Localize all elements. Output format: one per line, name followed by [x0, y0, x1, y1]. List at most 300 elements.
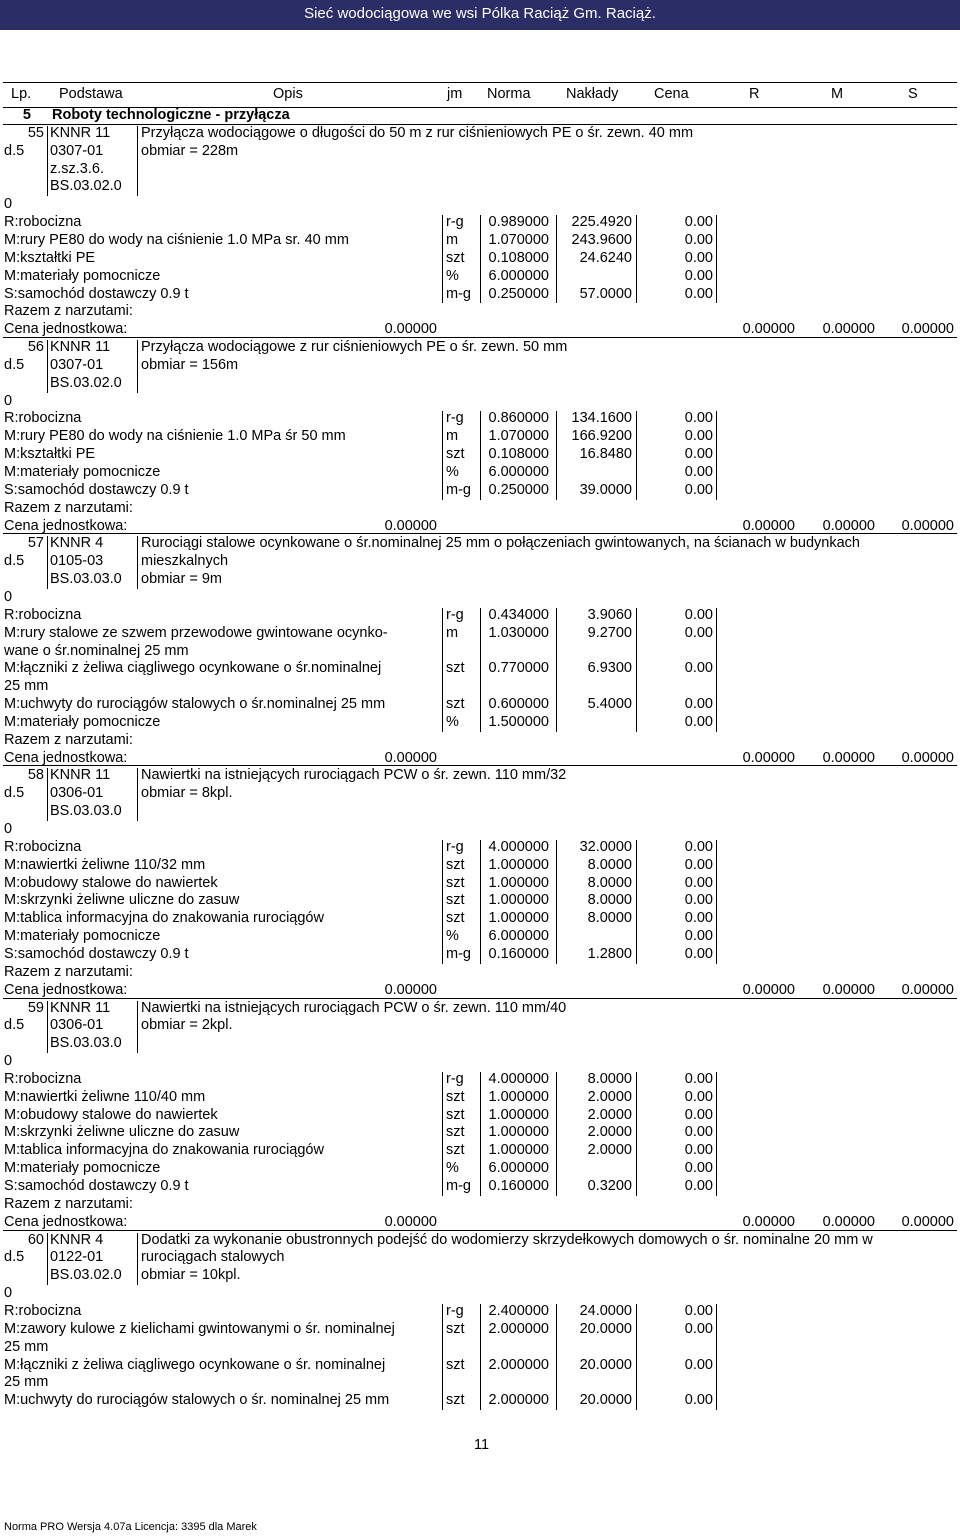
cena-jednostkowa-label: Cena jednostkowa: — [4, 321, 128, 338]
resource-naklady: 2.0000 — [587, 1142, 632, 1159]
resource-unit: szt — [446, 446, 465, 463]
resource-name: M:nawiertki żeliwne 110/40 mm — [4, 1088, 206, 1105]
cena-value: 0.00000 — [384, 749, 437, 766]
resource-name: M:rury PE80 do wody na ciśnienie 1.0 MPa sr. 40 mm — [4, 231, 349, 248]
resource-naklady: 5.4000 — [587, 696, 632, 713]
resource-naklady: 57.0000 — [579, 285, 632, 302]
resource-unit: szt — [446, 1142, 465, 1159]
column-separator — [137, 768, 138, 821]
table-header — [3, 82, 957, 108]
resource-cena: 0.00 — [684, 713, 713, 730]
resource-naklady: 8.0000 — [587, 892, 632, 909]
resource-naklady: 1.2800 — [587, 945, 632, 962]
cena-jednostkowa-label: Cena jednostkowa: — [4, 1213, 128, 1230]
razem-label: Razem z narzutami: — [4, 303, 133, 320]
r-value: 0.00000 — [742, 1213, 795, 1230]
item-basis: 0306-01 — [50, 785, 104, 802]
resource-name: M:tablica informacyjna do znakowania rurociągów — [4, 910, 324, 927]
resource-unit: m-g — [446, 285, 471, 302]
column-separator — [556, 215, 557, 303]
item-description: Nawiertki na istniejących rurociągach PCW o śr. zewn. 110 mm/32 — [141, 767, 567, 784]
section-title: Roboty technologiczne - przyłącza — [52, 107, 290, 123]
resource-cena: 0.00 — [684, 1160, 713, 1177]
resource-norma: 0.108000 — [488, 249, 549, 266]
column-separator — [716, 1072, 717, 1196]
resource-norma: 1.070000 — [488, 231, 549, 248]
resource-unit: r-g — [446, 606, 464, 623]
column-separator — [442, 411, 443, 499]
resource-cena: 0.00 — [684, 1302, 713, 1319]
item-description: obmiar = 8kpl. — [141, 785, 233, 802]
item-chapter: d.5 — [4, 785, 25, 802]
item-basis: BS.03.02.0 — [50, 374, 122, 391]
resource-name: M:skrzynki żeliwne uliczne do zasuw — [4, 1124, 240, 1141]
resource-cena: 0.00 — [684, 838, 713, 855]
resource-unit: m — [446, 624, 459, 641]
razem-label: Razem z narzutami: — [4, 1195, 133, 1212]
cena-value: 0.00000 — [384, 981, 437, 998]
m-value: 0.00000 — [822, 1213, 875, 1230]
resource-name: R:robocizna — [4, 1070, 82, 1087]
row-separator — [3, 1230, 957, 1231]
col-norma: Norma — [487, 86, 531, 102]
resource-cena: 0.00 — [684, 910, 713, 927]
column-separator — [716, 1304, 717, 1410]
row-separator — [3, 998, 957, 999]
resource-name: M:obudowy stalowe do nawiertek — [4, 1106, 218, 1123]
resource-norma: 0.770000 — [488, 660, 549, 677]
resource-norma: 0.600000 — [488, 696, 549, 713]
resource-norma: 2.000000 — [488, 1320, 549, 1337]
resource-name: M:kształtki PE — [4, 446, 96, 463]
col-podstawa: Podstawa — [59, 86, 123, 102]
item-description: Przyłącza wodociągowe o długości do 50 m z rur ciśnieniowych PE o śr. zewn. 40 mm — [141, 124, 694, 141]
resource-cena: 0.00 — [684, 1106, 713, 1123]
item-description: mieszkalnych — [141, 553, 229, 570]
column-separator — [556, 1072, 557, 1196]
m-value: 0.00000 — [822, 749, 875, 766]
resource-norma: 1.000000 — [488, 1106, 549, 1123]
resource-name: M:kształtki PE — [4, 249, 96, 266]
resource-naklady: 134.1600 — [571, 410, 632, 427]
resource-unit: szt — [446, 1106, 465, 1123]
resource-unit: szt — [446, 892, 465, 909]
resource-norma: 1.500000 — [488, 713, 549, 730]
resource-unit: r-g — [446, 214, 464, 231]
resource-name: R:robocizna — [4, 606, 82, 623]
s-value: 0.00000 — [901, 981, 954, 998]
column-separator — [47, 340, 48, 393]
resource-norma: 0.434000 — [488, 606, 549, 623]
razem-label: Razem z narzutami: — [4, 731, 133, 748]
item-chapter: d.5 — [4, 553, 25, 570]
resource-cena: 0.00 — [684, 214, 713, 231]
cena-value: 0.00000 — [384, 517, 437, 534]
column-separator — [716, 608, 717, 732]
item-basis: KNNR 4 — [50, 535, 104, 552]
item-basis: 0105-03 — [50, 553, 104, 570]
resource-name: 25 mm — [4, 678, 49, 695]
resource-unit: m — [446, 231, 459, 248]
resource-name: M:materiały pomocnicze — [4, 464, 161, 480]
resource-norma: 0.160000 — [488, 945, 549, 962]
column-separator — [480, 411, 481, 499]
resource-unit: szt — [446, 1124, 465, 1141]
resource-naklady: 32.0000 — [579, 838, 632, 855]
resource-name: M:łączniki z żeliwa ciągliwego ocynkowane o śr. nominalnej — [4, 1356, 386, 1373]
resource-naklady: 3.9060 — [587, 606, 632, 623]
resource-cena: 0.00 — [684, 928, 713, 945]
resource-unit: szt — [446, 910, 465, 927]
resource-unit: r-g — [446, 410, 464, 427]
resource-naklady: 24.6240 — [579, 249, 632, 266]
resource-unit: % — [446, 1160, 459, 1177]
col-naklady: Nakłady — [566, 86, 619, 102]
resource-naklady: 8.0000 — [587, 1070, 632, 1087]
resource-name: M:rury PE80 do wody na ciśnienie 1.0 MPa śr 50 mm — [4, 428, 346, 445]
item-basis: z.sz.3.6. — [50, 160, 104, 177]
item-chapter: d.5 — [4, 1249, 25, 1266]
resource-name: R:robocizna — [4, 214, 82, 231]
col-jm: jm — [447, 86, 463, 102]
resource-norma: 6.000000 — [488, 1160, 549, 1177]
resource-unit: % — [446, 464, 459, 480]
resource-cena: 0.00 — [684, 1142, 713, 1159]
column-separator — [442, 608, 443, 732]
resource-name: S:samochód dostawczy 0.9 t — [4, 1178, 189, 1194]
column-separator — [556, 608, 557, 732]
resource-cena: 0.00 — [684, 1320, 713, 1337]
item-basis: BS.03.03.0 — [50, 571, 122, 588]
column-separator — [47, 1233, 48, 1286]
resource-name: S:samochód dostawczy 0.9 t — [4, 285, 189, 302]
s-value: 0.00000 — [901, 749, 954, 766]
cena-value: 0.00000 — [384, 321, 437, 338]
page-number: 11 — [474, 1437, 490, 1453]
resource-unit: szt — [446, 1320, 465, 1337]
resource-cena: 0.00 — [684, 696, 713, 713]
title-bar — [0, 0, 960, 30]
resource-naklady: 16.8480 — [579, 446, 632, 463]
resource-norma: 1.070000 — [488, 428, 549, 445]
resource-naklady: 39.0000 — [579, 481, 632, 498]
item-description: Dodatki za wykonanie obustronnych podejść do wodomierzy skrzydełkowych domowych o śr. nominalne 20 mm w — [141, 1231, 873, 1248]
m-value: 0.00000 — [822, 321, 875, 338]
resource-norma: 0.989000 — [488, 214, 549, 231]
s-value: 0.00000 — [901, 321, 954, 338]
resource-naklady: 20.0000 — [579, 1356, 632, 1373]
column-separator — [137, 1233, 138, 1286]
resource-name: M:uchwyty do rurociągów stalowych o śr.nominalnej 25 mm — [4, 696, 386, 713]
resource-unit: % — [446, 713, 459, 730]
column-separator — [636, 840, 637, 964]
resource-norma: 1.000000 — [488, 1124, 549, 1141]
resource-unit: r-g — [446, 1070, 464, 1087]
razem-label: Razem z narzutami: — [4, 963, 133, 980]
resource-name: M:skrzynki żeliwne uliczne do zasuw — [4, 892, 240, 909]
column-separator — [47, 768, 48, 821]
item-basis: 0 — [4, 821, 13, 837]
resource-unit: r-g — [446, 1302, 464, 1319]
resource-cena: 0.00 — [684, 624, 713, 641]
resource-unit: szt — [446, 696, 465, 713]
resource-name: wane o śr.nominalnej 25 mm — [4, 642, 189, 659]
resource-cena: 0.00 — [684, 249, 713, 266]
footer-license: Norma PRO Wersja 4.07a Licencja: 3395 dla Marek — [4, 1521, 257, 1533]
resource-naklady: 9.2700 — [587, 624, 632, 641]
column-separator — [636, 608, 637, 732]
item-basis: KNNR 11 — [50, 124, 111, 141]
resource-cena: 0.00 — [684, 464, 713, 480]
resource-naklady: 2.0000 — [587, 1124, 632, 1141]
resource-norma: 0.860000 — [488, 410, 549, 427]
resource-norma: 6.000000 — [488, 267, 549, 284]
resource-name: M:materiały pomocnicze — [4, 267, 161, 284]
column-separator — [47, 536, 48, 589]
item-basis: KNNR 4 — [50, 1231, 104, 1248]
item-description: obmiar = 10kpl. — [141, 1267, 241, 1284]
resource-cena: 0.00 — [684, 1356, 713, 1373]
item-basis: 0122-01 — [50, 1249, 104, 1266]
resource-naklady: 2.0000 — [587, 1088, 632, 1105]
resource-name: M:obudowy stalowe do nawiertek — [4, 874, 218, 891]
r-value: 0.00000 — [742, 517, 795, 534]
column-separator — [442, 840, 443, 964]
resource-name: M:łączniki z żeliwa ciągliwego ocynkowane o śr.nominalnej — [4, 660, 382, 677]
cena-jednostkowa-label: Cena jednostkowa: — [4, 517, 128, 534]
item-basis: BS.03.03.0 — [50, 803, 122, 820]
row-separator — [3, 765, 957, 766]
resource-norma: 1.000000 — [488, 856, 549, 873]
r-value: 0.00000 — [742, 981, 795, 998]
resource-name: M:rury stalowe ze szwem przewodowe gwintowane ocynko- — [4, 624, 388, 641]
resource-name: M:nawiertki żeliwne 110/32 mm — [4, 856, 206, 873]
resource-norma: 6.000000 — [488, 928, 549, 945]
resource-norma: 0.250000 — [488, 285, 549, 302]
item-basis: 0306-01 — [50, 1017, 104, 1034]
column-separator — [636, 1304, 637, 1410]
item-description: Rurociągi stalowe ocynkowane o śr.nominalnej 25 mm o połączeniach gwintowanych, na ścianach w budynkach — [141, 535, 860, 552]
resource-cena: 0.00 — [684, 660, 713, 677]
resource-cena: 0.00 — [684, 874, 713, 891]
resource-norma: 0.250000 — [488, 481, 549, 498]
resource-naklady: 0.3200 — [587, 1178, 632, 1194]
item-chapter: d.5 — [4, 356, 25, 373]
resource-norma: 2.000000 — [488, 1392, 549, 1409]
item-description: obmiar = 228m — [141, 142, 239, 159]
resource-name: R:robocizna — [4, 838, 82, 855]
resource-naklady: 20.0000 — [579, 1392, 632, 1409]
column-separator — [716, 840, 717, 964]
column-separator — [636, 215, 637, 303]
resource-norma: 2.400000 — [488, 1302, 549, 1319]
resource-cena: 0.00 — [684, 481, 713, 498]
col-r: R — [749, 86, 760, 102]
r-value: 0.00000 — [742, 749, 795, 766]
column-separator — [480, 840, 481, 964]
col-m: M — [831, 86, 844, 102]
resource-norma: 4.000000 — [488, 1070, 549, 1087]
resource-cena: 0.00 — [684, 1178, 713, 1194]
item-basis: KNNR 11 — [50, 999, 111, 1016]
resource-naklady: 2.0000 — [587, 1106, 632, 1123]
item-number: 58 — [27, 767, 44, 784]
resource-cena: 0.00 — [684, 410, 713, 427]
resource-unit: r-g — [446, 838, 464, 855]
resource-norma: 4.000000 — [488, 838, 549, 855]
column-separator — [442, 1304, 443, 1410]
resource-cena: 0.00 — [684, 606, 713, 623]
resource-norma: 1.000000 — [488, 910, 549, 927]
resource-unit: % — [446, 267, 459, 284]
row-separator — [3, 533, 957, 534]
column-separator — [716, 411, 717, 499]
resource-unit: szt — [446, 249, 465, 266]
column-separator — [480, 1304, 481, 1410]
page-title: Sieć wodociągowa we wsi Pólka Raciąż Gm. Raciąż. — [304, 5, 656, 22]
resource-cena: 0.00 — [684, 856, 713, 873]
item-basis: BS.03.02.0 — [50, 1267, 122, 1284]
resource-name: S:samochód dostawczy 0.9 t — [4, 481, 189, 498]
item-basis: 0 — [4, 196, 13, 213]
resource-unit: m-g — [446, 945, 471, 962]
column-separator — [480, 1072, 481, 1196]
resource-norma: 1.000000 — [488, 1088, 549, 1105]
column-separator — [480, 215, 481, 303]
resource-name: M:uchwyty do rurociągów stalowych o śr. nominalnej 25 mm — [4, 1392, 390, 1409]
column-separator — [137, 340, 138, 393]
col-cena: Cena — [654, 86, 689, 102]
resource-cena: 0.00 — [684, 446, 713, 463]
column-separator — [47, 1001, 48, 1054]
column-separator — [137, 536, 138, 589]
item-description: Nawiertki na istniejących rurociągach PCW o śr. zewn. 110 mm/40 — [141, 999, 567, 1016]
item-basis: KNNR 11 — [50, 339, 111, 356]
cena-value: 0.00000 — [384, 1213, 437, 1230]
column-separator — [137, 1001, 138, 1054]
resource-naklady: 20.0000 — [579, 1320, 632, 1337]
resource-naklady: 8.0000 — [587, 910, 632, 927]
item-number: 59 — [27, 999, 44, 1016]
item-description: Przyłącza wodociągowe z rur ciśnieniowych PE o śr. zewn. 50 mm — [141, 339, 568, 356]
item-number: 55 — [27, 124, 44, 141]
resource-unit: szt — [446, 660, 465, 677]
item-basis: 0 — [4, 1285, 13, 1302]
item-basis: BS.03.03.0 — [50, 1035, 122, 1052]
resource-cena: 0.00 — [684, 428, 713, 445]
column-separator — [636, 411, 637, 499]
resource-naklady: 6.9300 — [587, 660, 632, 677]
column-separator — [442, 1072, 443, 1196]
cena-jednostkowa-label: Cena jednostkowa: — [4, 749, 128, 766]
resource-unit: szt — [446, 1356, 465, 1373]
column-separator — [636, 1072, 637, 1196]
resource-naklady: 243.9600 — [571, 231, 632, 248]
item-chapter: d.5 — [4, 142, 25, 159]
section-number: 5 — [22, 107, 31, 123]
resource-cena: 0.00 — [684, 1392, 713, 1409]
resource-cena: 0.00 — [684, 1088, 713, 1105]
resource-naklady: 166.9200 — [571, 428, 632, 445]
resource-unit: szt — [446, 856, 465, 873]
item-description: obmiar = 9m — [141, 571, 222, 588]
resource-name: S:samochód dostawczy 0.9 t — [4, 945, 189, 962]
column-separator — [480, 608, 481, 732]
resource-name: 25 mm — [4, 1338, 49, 1355]
s-value: 0.00000 — [901, 517, 954, 534]
resource-norma: 0.108000 — [488, 446, 549, 463]
item-basis: 0 — [4, 392, 13, 409]
resource-naklady: 24.0000 — [579, 1302, 632, 1319]
cena-jednostkowa-label: Cena jednostkowa: — [4, 981, 128, 998]
column-separator — [716, 215, 717, 303]
resource-norma: 6.000000 — [488, 464, 549, 480]
item-description: obmiar = 156m — [141, 356, 239, 373]
column-separator — [556, 840, 557, 964]
resource-norma: 1.000000 — [488, 1142, 549, 1159]
column-separator — [47, 126, 48, 196]
razem-label: Razem z narzutami: — [4, 499, 133, 516]
column-separator — [137, 126, 138, 196]
m-value: 0.00000 — [822, 981, 875, 998]
resource-cena: 0.00 — [684, 945, 713, 962]
resource-name: M:tablica informacyjna do znakowania rurociągów — [4, 1142, 324, 1159]
resource-unit: % — [446, 928, 459, 945]
resource-name: R:robocizna — [4, 410, 82, 427]
r-value: 0.00000 — [742, 321, 795, 338]
item-chapter: d.5 — [4, 1017, 25, 1034]
m-value: 0.00000 — [822, 517, 875, 534]
item-basis: 0 — [4, 1053, 13, 1070]
col-s: S — [908, 86, 918, 102]
resource-unit: szt — [446, 1392, 465, 1409]
resource-unit: szt — [446, 1088, 465, 1105]
resource-cena: 0.00 — [684, 1124, 713, 1141]
resource-norma: 1.000000 — [488, 892, 549, 909]
resource-name: R:robocizna — [4, 1302, 82, 1319]
resource-cena: 0.00 — [684, 267, 713, 284]
item-number: 57 — [27, 535, 44, 552]
resource-naklady: 225.4920 — [571, 214, 632, 231]
resource-naklady: 8.0000 — [587, 856, 632, 873]
resource-name: M:materiały pomocnicze — [4, 713, 161, 730]
resource-cena: 0.00 — [684, 1070, 713, 1087]
resource-name: M:materiały pomocnicze — [4, 928, 161, 945]
item-basis: 0 — [4, 588, 13, 605]
item-basis: 0307-01 — [50, 356, 104, 373]
item-basis: BS.03.02.0 — [50, 178, 122, 195]
item-basis: 0307-01 — [50, 142, 104, 159]
column-separator — [442, 215, 443, 303]
resource-cena: 0.00 — [684, 285, 713, 302]
resource-name: M:materiały pomocnicze — [4, 1160, 161, 1177]
item-description: obmiar = 2kpl. — [141, 1017, 233, 1034]
resource-norma: 0.160000 — [488, 1178, 549, 1194]
resource-unit: m — [446, 428, 459, 445]
item-number: 56 — [27, 339, 44, 356]
item-description: rurociągach stalowych — [141, 1249, 285, 1266]
resource-name: 25 mm — [4, 1374, 49, 1391]
resource-unit: m-g — [446, 481, 471, 498]
resource-norma: 1.000000 — [488, 874, 549, 891]
resource-unit: szt — [446, 874, 465, 891]
column-separator — [556, 411, 557, 499]
resource-norma: 2.000000 — [488, 1356, 549, 1373]
resource-cena: 0.00 — [684, 892, 713, 909]
item-basis: KNNR 11 — [50, 767, 111, 784]
column-separator — [556, 1304, 557, 1410]
resource-cena: 0.00 — [684, 231, 713, 248]
